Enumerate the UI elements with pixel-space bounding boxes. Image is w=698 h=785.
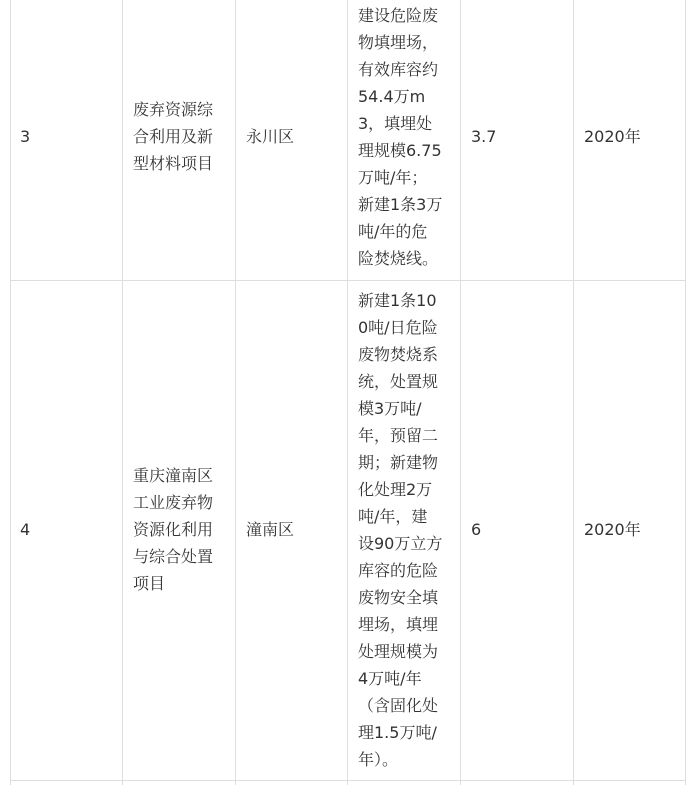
table-divider [235,0,236,785]
row-divider [10,780,686,781]
table-divider [122,0,123,785]
row-divider [10,280,686,281]
district: 潼南区 [246,520,295,539]
project-name: 废弃资源综 合利用及新 型材料项目 [133,100,214,173]
row-index: 3 [20,127,31,146]
project-description: 新建1条10 0吨/日危险 废物焚烧系 统，处置规 模3万吨/ 年，预留二 期；新建物 化处理2万 吨/年，建 设90万立方 库容的危险 废物安全填 埋场，填埋 处理规模为 4万吨/年 （含固化处 理1.5万吨/ 年）。 [358,291,443,769]
table-border-left [10,0,11,785]
investment: 3.7 [471,127,497,146]
project-name: 重庆潼南区 工业废弃物 资源化利用 与综合处置 项目 [133,466,214,593]
table-divider [460,0,461,785]
investment: 6 [471,520,482,539]
table-divider [573,0,574,785]
project-description: 建设危险废 物填埋场， 有效库容约 54.4万m 3，填埋处 理规模6.75 万吨/年； 新建1条3万 吨/年的危 险焚烧线。 [358,6,443,268]
completion-year: 2020年 [584,127,641,146]
completion-year: 2020年 [584,520,641,539]
table-divider [347,0,348,785]
table-border-right [685,0,686,785]
district: 永川区 [246,127,295,146]
row-index: 4 [20,520,31,539]
